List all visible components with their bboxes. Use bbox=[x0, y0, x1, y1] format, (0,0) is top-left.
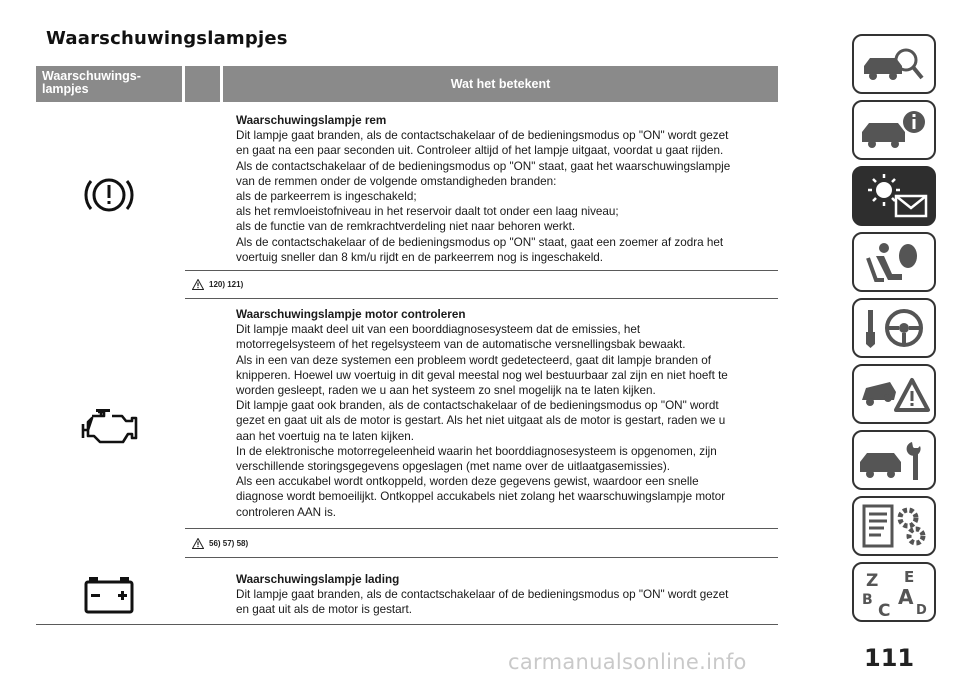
references-text: 120) 121) bbox=[209, 280, 244, 289]
header-lamp-column bbox=[36, 66, 182, 102]
row-line: Als een accukabel wordt ontkoppeld, worden deze gegevens gewist, waardoor een snelle bbox=[236, 475, 699, 489]
battery-charge-icon bbox=[81, 574, 137, 616]
warning-references bbox=[192, 279, 243, 290]
car-accident-warning-icon bbox=[854, 366, 934, 422]
car-info-icon bbox=[854, 102, 934, 158]
page-title: Waarschuwingslampjes bbox=[46, 28, 288, 49]
row-text-cell bbox=[236, 113, 778, 265]
alphabet-index-icon bbox=[854, 564, 934, 620]
row-line: gezet en gaat uit als de motor is gestart. Als het niet uitgaat als de motor is gestart, raden we u bbox=[236, 414, 726, 428]
row-icon-cell bbox=[36, 574, 182, 616]
row-line: van de remmen onder de volgende omstandigheden branden: bbox=[236, 174, 557, 188]
tab-safety[interactable] bbox=[852, 232, 936, 292]
row-line: Als de contactschakelaar of de bedieningsmodus op "ON" staat, gaat een zoemer af zodra het bbox=[236, 235, 724, 249]
header-lamp-label: Waarschuwings- lampjes bbox=[42, 69, 141, 96]
row-line: Als in een van deze systemen een probleem wordt gedetecteerd, gaat dit lampje branden of bbox=[236, 353, 711, 367]
tab-knowing-instrument-panel[interactable] bbox=[852, 100, 936, 160]
index-letter: C bbox=[878, 601, 891, 620]
row-title: Waarschuwingslampje motor controleren bbox=[236, 308, 466, 321]
row-line: als de parkeerrem is ingeschakeld; bbox=[236, 190, 417, 204]
row-line: Dit lampje gaat ook branden, als de contactschakelaar of de bedieningsmodus op "ON" wordt bbox=[236, 399, 719, 413]
row-line: motorregelsysteem of het regelsysteem van de automatische versnellingsbak bewaakt. bbox=[236, 338, 686, 352]
header-meaning-label: Wat het betekent bbox=[450, 77, 551, 91]
references-text: 56) 57) 58) bbox=[209, 539, 249, 548]
header-meaning-column bbox=[223, 66, 778, 102]
row-line: aan het voertuig na te laten kijken. bbox=[236, 429, 415, 443]
row-line: diagnose wordt bemoeilijkt. Ontkoppel accukabels niet zolang het waarschuwingslampje motor bbox=[236, 490, 726, 504]
row-text-cell bbox=[236, 572, 778, 618]
index-letter: B bbox=[862, 592, 873, 608]
row-divider bbox=[185, 298, 778, 299]
seat-airbag-icon bbox=[854, 234, 934, 290]
row-title: Waarschuwingslampje lading bbox=[236, 573, 400, 586]
warning-triangle-icon bbox=[192, 538, 204, 549]
car-wrench-icon bbox=[854, 432, 934, 488]
index-letter: A bbox=[898, 585, 914, 609]
index-letter: E bbox=[904, 568, 915, 586]
tab-technical-data[interactable] bbox=[852, 496, 936, 556]
row-line: als het remvloeistofniveau in het reservoir daalt tot onder een laag niveau; bbox=[236, 205, 619, 219]
row-line: Als de contactschakelaar of de bedieningsmodus op "ON" staat, gaat het waarschuwingslampje bbox=[236, 159, 731, 173]
row-divider bbox=[36, 624, 778, 625]
page-number: 111 bbox=[864, 644, 915, 672]
row-divider bbox=[185, 528, 778, 529]
row-line: controleren AAN is. bbox=[236, 505, 337, 519]
row-line: voertuig sneller dan 8 km/u rijdt en de parkeerrem nog is ingeschakeld. bbox=[236, 250, 604, 264]
table-header bbox=[36, 66, 778, 102]
row-icon-cell bbox=[36, 406, 182, 450]
warning-triangle-icon bbox=[192, 279, 204, 290]
row-line: worden gesleept, raden we u aan het systeem zo snel mogelijk na te laten kijken. bbox=[236, 384, 656, 398]
row-line: Dit lampje gaat branden, als de contactschakelaar of de bedieningsmodus op "ON" wordt gezet bbox=[236, 588, 729, 602]
tab-servicing-maintenance[interactable] bbox=[852, 430, 936, 490]
tab-warning-lights[interactable] bbox=[852, 166, 936, 226]
row-icon-cell bbox=[36, 173, 182, 217]
tab-getting-to-know[interactable] bbox=[852, 34, 936, 94]
row-line: Dit lampje gaat branden, als de contactschakelaar of de bedieningsmodus op "ON" wordt gezet bbox=[236, 129, 729, 143]
warning-references bbox=[192, 538, 248, 549]
row-line: en gaat na een paar seconden uit. Controleer altijd of het lampje uitgaat, voordat u gaat rijden. bbox=[236, 144, 724, 158]
row-line: Dit lampje maakt deel uit van een boorddiagnosesysteem dat de emissies, het bbox=[236, 323, 641, 337]
row-line: en gaat uit als de motor is gestart. bbox=[236, 603, 413, 617]
brake-warning-icon bbox=[81, 173, 137, 217]
row-line: verschillende storingsgegevens opgeslagen (met name over de uitlaatgasemissies). bbox=[236, 460, 670, 474]
check-engine-icon bbox=[78, 406, 140, 450]
header-spacer-column bbox=[185, 66, 220, 102]
warning-light-envelope-icon bbox=[854, 168, 934, 224]
row-text-cell bbox=[236, 307, 778, 520]
index-letter: D bbox=[916, 603, 927, 618]
row-divider bbox=[185, 557, 778, 558]
row-line: als de functie van de remkrachtverdeling niet naar behoren werkt. bbox=[236, 220, 576, 234]
tab-emergency[interactable] bbox=[852, 364, 936, 424]
tab-index[interactable] bbox=[852, 562, 936, 622]
car-magnifier-icon bbox=[854, 36, 934, 92]
row-title: Waarschuwingslampje rem bbox=[236, 114, 387, 127]
row-line: knipperen. Hoewel uw voertuig in dit geval meestal nog wel bestuurbaar zal zijn en niet hoeft te bbox=[236, 368, 728, 382]
row-line: In de elektronische motorregeleenheid waarin het boorddiagnosesysteem is opgenomen, zijn bbox=[236, 444, 717, 458]
tab-starting-driving[interactable] bbox=[852, 298, 936, 358]
row-divider bbox=[185, 270, 778, 271]
key-steering-wheel-icon bbox=[854, 300, 934, 356]
watermark: carmanualsonline.info bbox=[508, 650, 747, 674]
document-gears-icon bbox=[854, 498, 934, 554]
index-letter: Z bbox=[866, 571, 879, 591]
